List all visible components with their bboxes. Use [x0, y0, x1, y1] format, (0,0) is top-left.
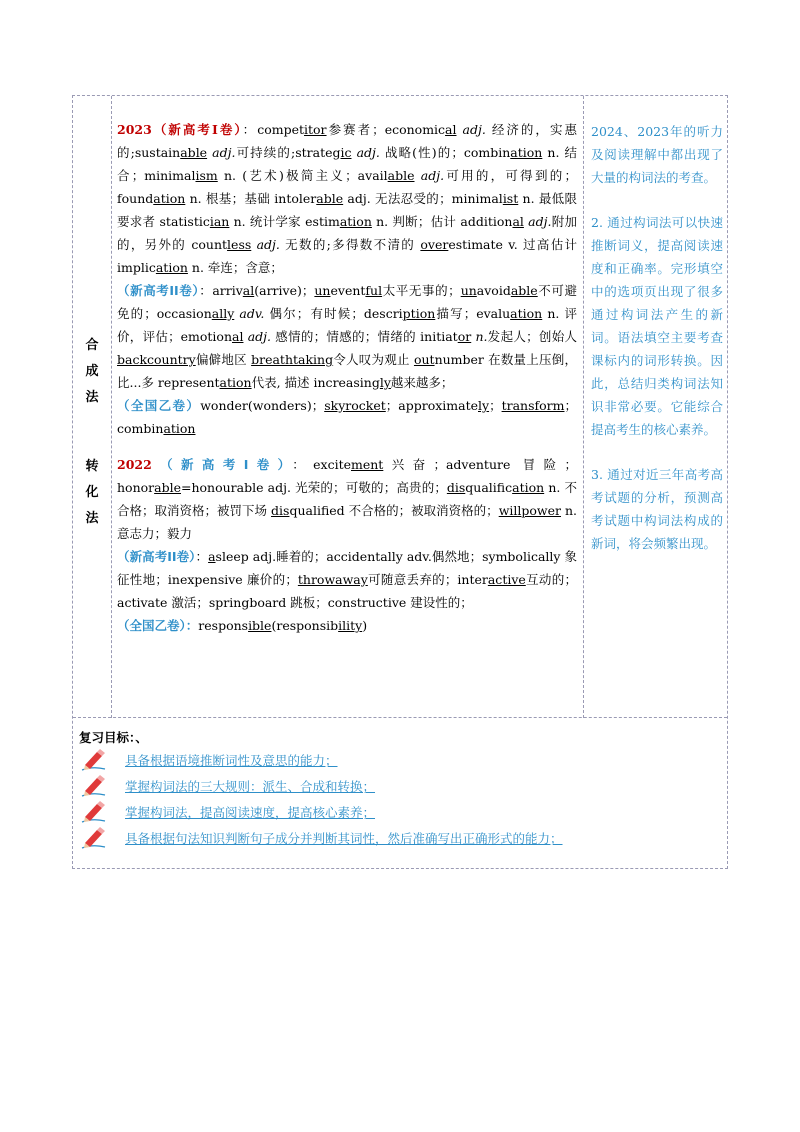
category-char: 法: [85, 390, 99, 405]
source-label: （全国乙卷）: [117, 618, 186, 633]
notes-column: [591, 120, 723, 577]
category-char: 化: [85, 485, 99, 500]
source-label: （新高考II卷）: [117, 549, 196, 564]
year-label: 2023: [117, 122, 152, 137]
source-label: （新高考I卷）: [151, 122, 243, 137]
source-label: （新高考II卷）: [117, 283, 200, 298]
pencil-icon: [79, 774, 109, 798]
goal-item: [79, 826, 719, 850]
review-table: [72, 95, 728, 869]
category-column: [73, 96, 111, 718]
paragraph-2022-exam1: 2022（新高考I卷）：excitement兴奋；adventure 冒险；honorable=honourable adj. 光荣的；可敬的；高贵的；disqualification n. 不合格；取消资格；被罚下场 disqualified 不合格的；被取消资格的；willpower n. 意志力；毅力: [117, 457, 577, 541]
note-item: 3. 通过对近三年高考高考试题的分析，预测高考试题中构词法构成的新词，将会频繁出现。: [591, 467, 723, 551]
note-item: 2. 通过构词法可以快速推断词义，提高阅读速度和正确率。完形填空中的选项页出现了很多通过构词法产生的新词。语法填空主要考查课标内的词形转换。因此，总结归类构词法知识非常必要。它能综合提高考生的核心素养。: [591, 215, 723, 437]
goal-text: 掌握构词法，提高阅读速度，提高核心素养；: [125, 805, 376, 820]
row-divider: [73, 717, 727, 718]
paragraph-2023-exam3: （全国乙卷）wonder(wonders)；skyrocket；approximately；transform；combination: [117, 398, 577, 436]
column-divider: [111, 96, 112, 718]
vocabulary-content: [117, 118, 577, 637]
pencil-icon: [79, 748, 109, 772]
paragraph-2022-exam2: （新高考II卷）：asleep adj.睡着的；accidentally adv.偶然地；symbolically 象征性地；inexpensive 廉价的；throwaway可随意丢弃的；interactive互动的；activate 激活；springboard 跳板；constructive 建设性的；: [117, 549, 577, 610]
category-char: 成: [85, 364, 99, 379]
goal-text: 掌握构词法的三大规则：派生、合成和转换；: [125, 779, 376, 794]
pencil-icon: [79, 826, 109, 850]
note-item: 2024、2023年的听力及阅读理解中都出现了大量的构词法的考查。: [591, 124, 723, 185]
category-char: 转: [85, 459, 99, 474]
source-label: （新高考I卷）: [151, 457, 293, 472]
goal-text: 具备根据语境推断词性及意思的能力；: [125, 753, 338, 768]
pencil-icon: [79, 800, 109, 824]
paragraph-2023-exam2: （新高考II卷）：arrival(arrive)；uneventful太平无事的；unavoidable不可避免的；occasionally adv. 偶尔；有时候；description描写；evaluation n. 评价，评估；emotional adj. 感情的；情感的；情绪的 initiator n.发起人；创始人 backcountry偏僻地区 breathtaking令人叹为观止 outnumber 在数量上压倒，比...多 representation代表, 描述 increasingly越来越多；: [117, 283, 577, 390]
source-label: （全国乙卷）: [117, 398, 201, 413]
goal-text: 具备根据句法知识判断句子成分并判断其词性，然后准确写出正确形式的能力；: [125, 831, 563, 846]
year-label: 2022: [117, 457, 152, 472]
paragraph-2022-exam3: （全国乙卷）：responsible(responsibility): [117, 618, 368, 633]
category-char: 法: [85, 511, 99, 526]
goals-title: 复习目标：、: [79, 730, 148, 745]
goal-item: [79, 800, 719, 824]
category-char: 合: [85, 338, 99, 353]
column-divider: [583, 96, 584, 718]
goal-item: [79, 748, 719, 772]
paragraph-2023-exam1: 2023（新高考I卷）：competitor参赛者；economical adj. 经济的，实惠的;sustainable adj.可持续的;strategic adj. 战略(性)的；combination n. 结合；minimalism n. (艺术)极简主义；available adj.可用的，可得到的；foundation n. 根基；基础 intolerable adj. 无法忍受的；minimalist n. 最低限要求者 statistician n. 统计学家 estimation n. 判断；估计 additional adj.附加的，另外的 countless adj. 无数的;多得数不清的 overestimate v. 过高估计 implication n. 牵连；含意；: [117, 122, 578, 275]
goal-item: [79, 774, 719, 798]
